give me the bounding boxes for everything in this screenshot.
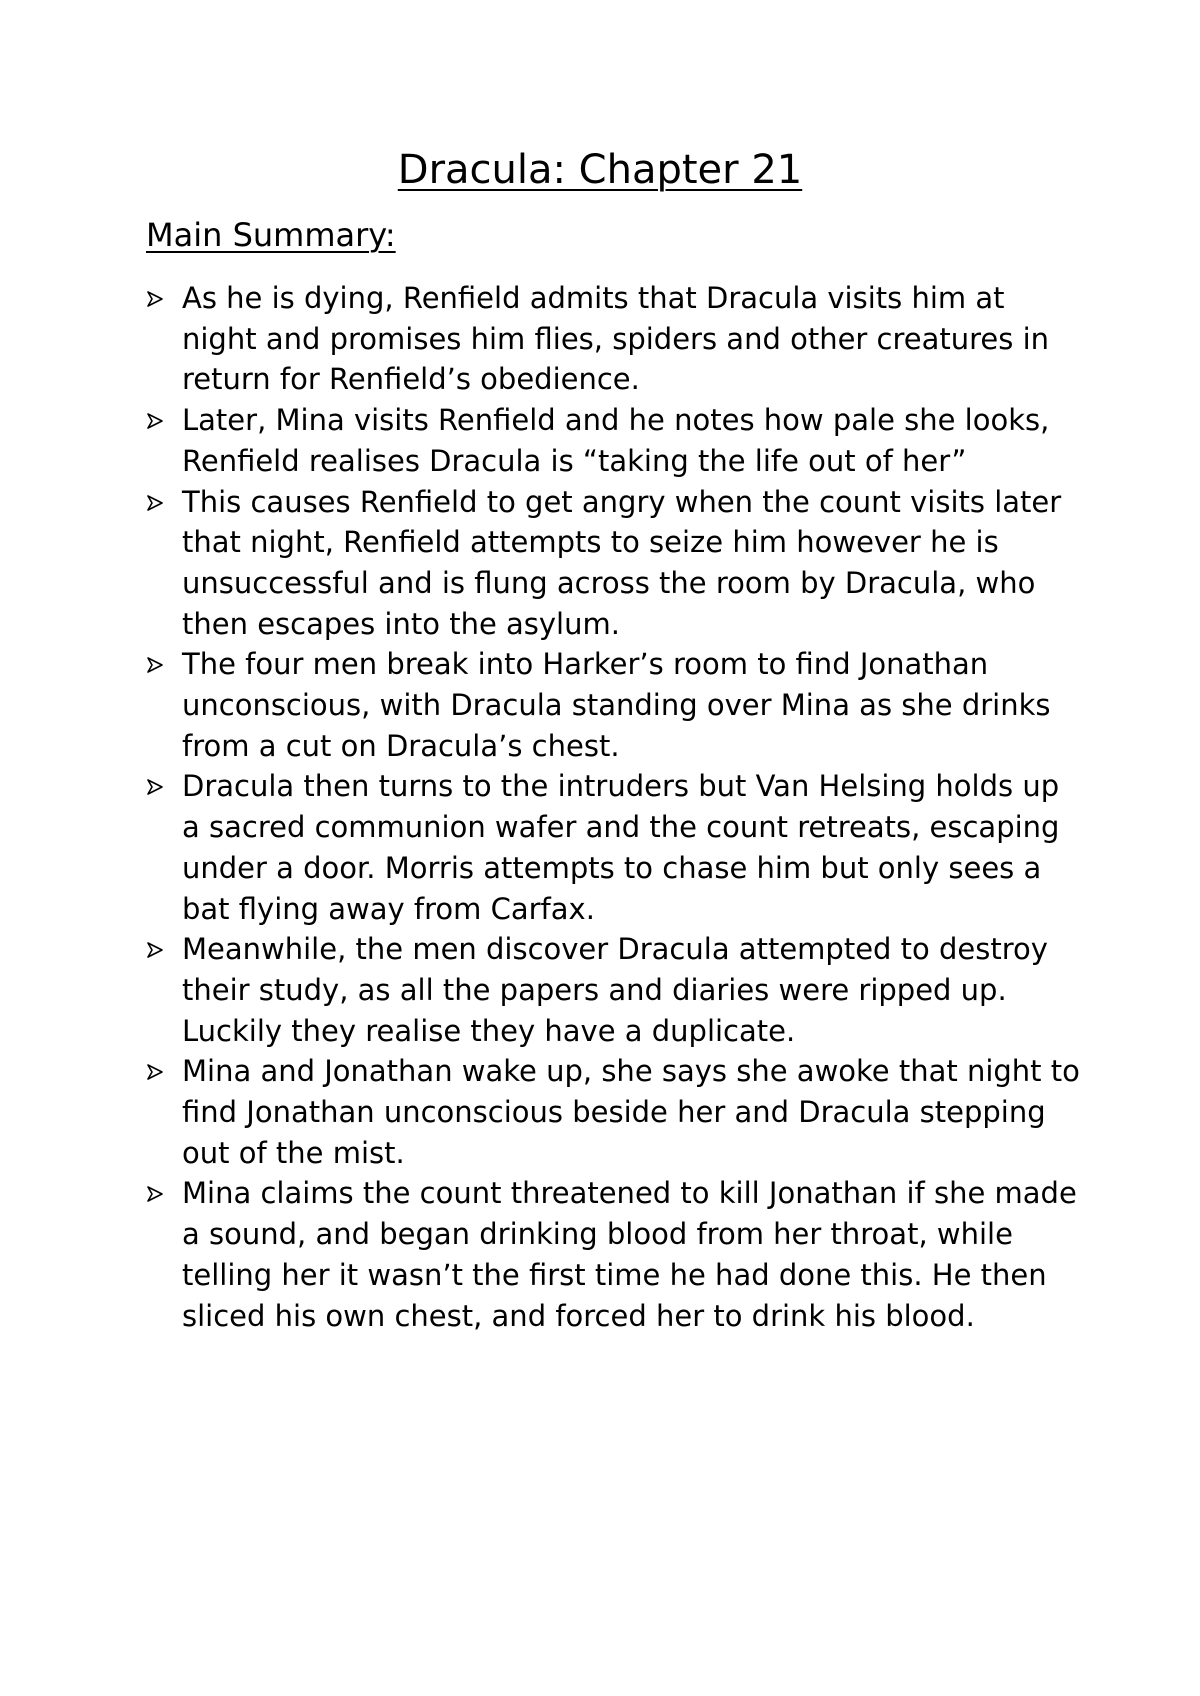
section-heading: Main Summary:	[146, 216, 396, 254]
arrowhead-bullet-icon	[146, 412, 164, 430]
list-item-text: Meanwhile, the men discover Dracula attempted to destroy their study, as all the papers and diaries were ripped up. Luckily they realise they have a duplicate.	[182, 932, 1048, 1048]
list-item-text: Dracula then turns to the intruders but Van Helsing holds up a sacred communion wafer and the count retreats, escaping under a door. Morris attempts to chase him but only sees a bat flying away from Carfax.	[182, 769, 1060, 926]
arrowhead-bullet-icon	[146, 1185, 164, 1203]
list-item-text: This causes Renfield to get angry when the count visits later that night, Renfield attempts to seize him however he is unsuccessful and is flung across the room by Dracula, who then escapes into the asylum.	[182, 484, 1062, 641]
arrowhead-bullet-icon	[146, 1063, 164, 1081]
arrowhead-bullet-icon	[146, 778, 164, 796]
list-item	[146, 766, 1086, 929]
list-item	[146, 1173, 1086, 1336]
arrowhead-bullet-icon	[146, 494, 164, 512]
list-item-text: Mina claims the count threatened to kill Jonathan if she made a sound, and began drinking blood from her throat, while telling her it wasn’t the first time he had done this. He then sliced his own chest, and forced her to drink his blood.	[182, 1176, 1077, 1333]
arrowhead-bullet-icon	[146, 290, 164, 308]
arrowhead-bullet-icon	[146, 656, 164, 674]
summary-list	[146, 278, 1086, 1336]
arrowhead-bullet-icon	[146, 941, 164, 959]
list-item	[146, 278, 1086, 400]
list-item	[146, 482, 1086, 645]
list-item-text: Mina and Jonathan wake up, she says she awoke that night to find Jonathan unconscious beside her and Dracula stepping out of the mist.	[182, 1054, 1080, 1170]
list-item	[146, 644, 1086, 766]
list-item	[146, 929, 1086, 1051]
list-item-text: The four men break into Harker’s room to find Jonathan unconscious, with Dracula standing over Mina as she drinks from a cut on Dracula’s chest.	[182, 647, 1051, 763]
list-item-text: Later, Mina visits Renfield and he notes how pale she looks, Renfield realises Dracula is “taking the life out of her”	[182, 403, 1050, 478]
page-title: Dracula: Chapter 21	[397, 147, 803, 193]
list-item-text: As he is dying, Renfield admits that Dracula visits him at night and promises him flies, spiders and other creatures in return for Renfield’s obedience.	[182, 281, 1050, 397]
list-item	[146, 400, 1086, 481]
list-item	[146, 1051, 1086, 1173]
